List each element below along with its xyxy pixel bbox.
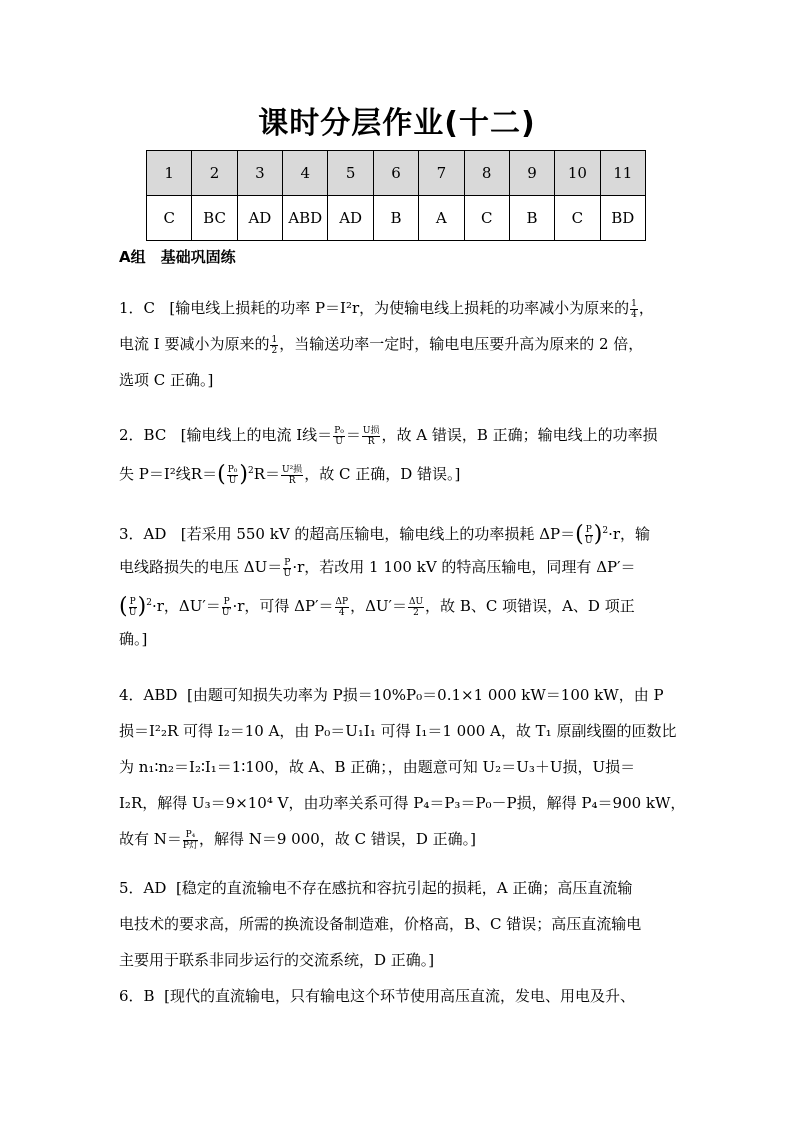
answer-5-head: 5．AD bbox=[119, 879, 167, 897]
answer-1: 1．C [输电线上损耗的功率 P＝I²r，为使输电线上损耗的功率减小为原来的 $\frac{1}{4}$ ， 电流 I 要减小为原来的 $\frac{1}{2}$ ，当输送功率一定时，输电电压要升高为原来的 2 倍， 选项 C 正确。] bbox=[119, 290, 679, 398]
question-number: 4 bbox=[283, 151, 328, 196]
answer-6: 6．B [现代的直流输电，只有输电这个环节使用高压直流，发电、用电及升、 bbox=[119, 987, 635, 1005]
answer-5: 5．AD [稳定的直流输电不存在感抗和容抗引起的损耗，A 正确；高压直流输 电技术的要求高，所需的换流设备制造难，价格高，B、C 错误；高压直流输电 主要用于联系非同步运行的交流系统，D 正确。] bbox=[119, 879, 642, 969]
fraction: $\frac{P}{U'}$ bbox=[221, 596, 232, 618]
question-number: 8 bbox=[464, 151, 509, 196]
fraction: U损 R bbox=[362, 425, 380, 447]
answer-cell: AD bbox=[237, 196, 282, 241]
answer-4: 4．ABD [由题可知损失功率为 P损＝10%P₀＝0.1×1 000 kW＝100 kW，由 P 损＝I²₂R 可得 I₂＝10 A，由 P₀＝U₁I₁ 可得 I₁＝1 000 A，故 T₁ 原副线圈的匝数比 为 n₁∶n₂＝I₂∶I₁＝1∶100，故 A、B 正确；，由题意可知 U₂＝U₃＋U损，U损＝ I₂R，解得 U₃＝9×10⁴ V，由功率关系可得 P₄＝P₃＝P₀－P损，解得 P₄＝900 kW， 故有 N＝ P₄ P灯 ，解得 N＝9 000，故 C 错误，D 正确。] bbox=[119, 686, 686, 851]
question-number: 9 bbox=[509, 151, 554, 196]
answer-2-head: 2．BC bbox=[119, 426, 167, 444]
answer-6-head: 6．B bbox=[119, 987, 155, 1005]
answer-1-text: [输电线上损耗的功率 P＝I²r，为使输电线上损耗的功率减小为原来的 bbox=[169, 299, 630, 317]
question-number: 1 bbox=[147, 151, 192, 196]
fraction: $\frac{P}{U}$ bbox=[128, 596, 137, 618]
answer-cell: C bbox=[147, 196, 192, 241]
fraction: $\frac{\Delta U}{2}$ bbox=[408, 596, 424, 618]
answer-cell: C bbox=[555, 196, 600, 241]
answer-cell: C bbox=[464, 196, 509, 241]
answer-cell: B bbox=[509, 196, 554, 241]
section-heading: A组 基础巩固练 bbox=[119, 248, 236, 266]
fraction: U²损 R bbox=[281, 464, 303, 486]
answer-cell: BC bbox=[192, 196, 237, 241]
answer-table-answer-row bbox=[147, 196, 646, 241]
fraction: $\frac{\Delta P}{4}$ bbox=[335, 596, 349, 618]
question-number: 7 bbox=[419, 151, 464, 196]
answer-2: 2．BC [输电线上的电流 I线＝ $\frac{\text{P₀}}{U}$ ＝ U损 R ，故 A 错误，B 正确；输电线上的功率损 失 P＝I²线R＝( $\frac{\text{P₀}}{U}$ )$^2$R＝ U²损 R ，故 C 正确，D 错误。] bbox=[119, 425, 658, 487]
fraction: $\frac{P}{U}$ bbox=[584, 524, 593, 546]
question-number: 3 bbox=[237, 151, 282, 196]
question-number: 5 bbox=[328, 151, 373, 196]
answer-table bbox=[146, 150, 646, 241]
answer-1-head: 1．C bbox=[119, 299, 156, 317]
fraction: $\frac{P}{U}$ bbox=[283, 557, 292, 579]
question-number: 11 bbox=[600, 151, 645, 196]
answer-cell: B bbox=[373, 196, 418, 241]
answer-3-head: 3．AD bbox=[119, 525, 167, 543]
fraction: $\frac{1}{2}$ bbox=[271, 334, 278, 356]
answer-1-text: 电流 I 要减小为原来的 bbox=[119, 335, 270, 353]
answer-table-number-row bbox=[147, 151, 646, 196]
answer-cell: BD bbox=[600, 196, 645, 241]
question-number: 10 bbox=[555, 151, 600, 196]
fraction: $\frac{\text{P₀}}{U}$ bbox=[334, 425, 344, 447]
fraction: $\frac{\text{P₀}}{U}$ bbox=[227, 464, 238, 486]
answer-cell: A bbox=[419, 196, 464, 241]
fraction: P₄ P灯 bbox=[182, 829, 198, 851]
question-number: 6 bbox=[373, 151, 418, 196]
answer-1-text: 选项 C 正确。] bbox=[119, 371, 214, 389]
answer-cell: AD bbox=[328, 196, 373, 241]
answer-3: 3．AD [若采用 550 kV 的超高压输电，输电线上的功率损耗 ΔP＝( $\frac{P}{U}$ )$^2$·r，输 电线路损失的电压 ΔU＝ $\frac{P}{U}$ ·r，若改用 1 100 kV 的特高压输电，同理有 ΔP′＝ ( $\frac{P}{U}$ )$^2$·r，ΔU′＝ $\frac{P}{U'}$ ·r，可得 ΔP′＝ $\frac{\Delta P}{4}$ ，ΔU′＝ $\frac{\Delta U}{2}$ ，故 B、C 项错误，A、D 项正 确。] bbox=[119, 522, 651, 648]
question-number: 2 bbox=[192, 151, 237, 196]
answer-4-head: 4．ABD bbox=[119, 686, 178, 704]
page-title: 课时分层作业(十二) bbox=[258, 106, 536, 141]
answer-cell: ABD bbox=[283, 196, 328, 241]
fraction: $\frac{1}{4}$ bbox=[631, 298, 637, 320]
